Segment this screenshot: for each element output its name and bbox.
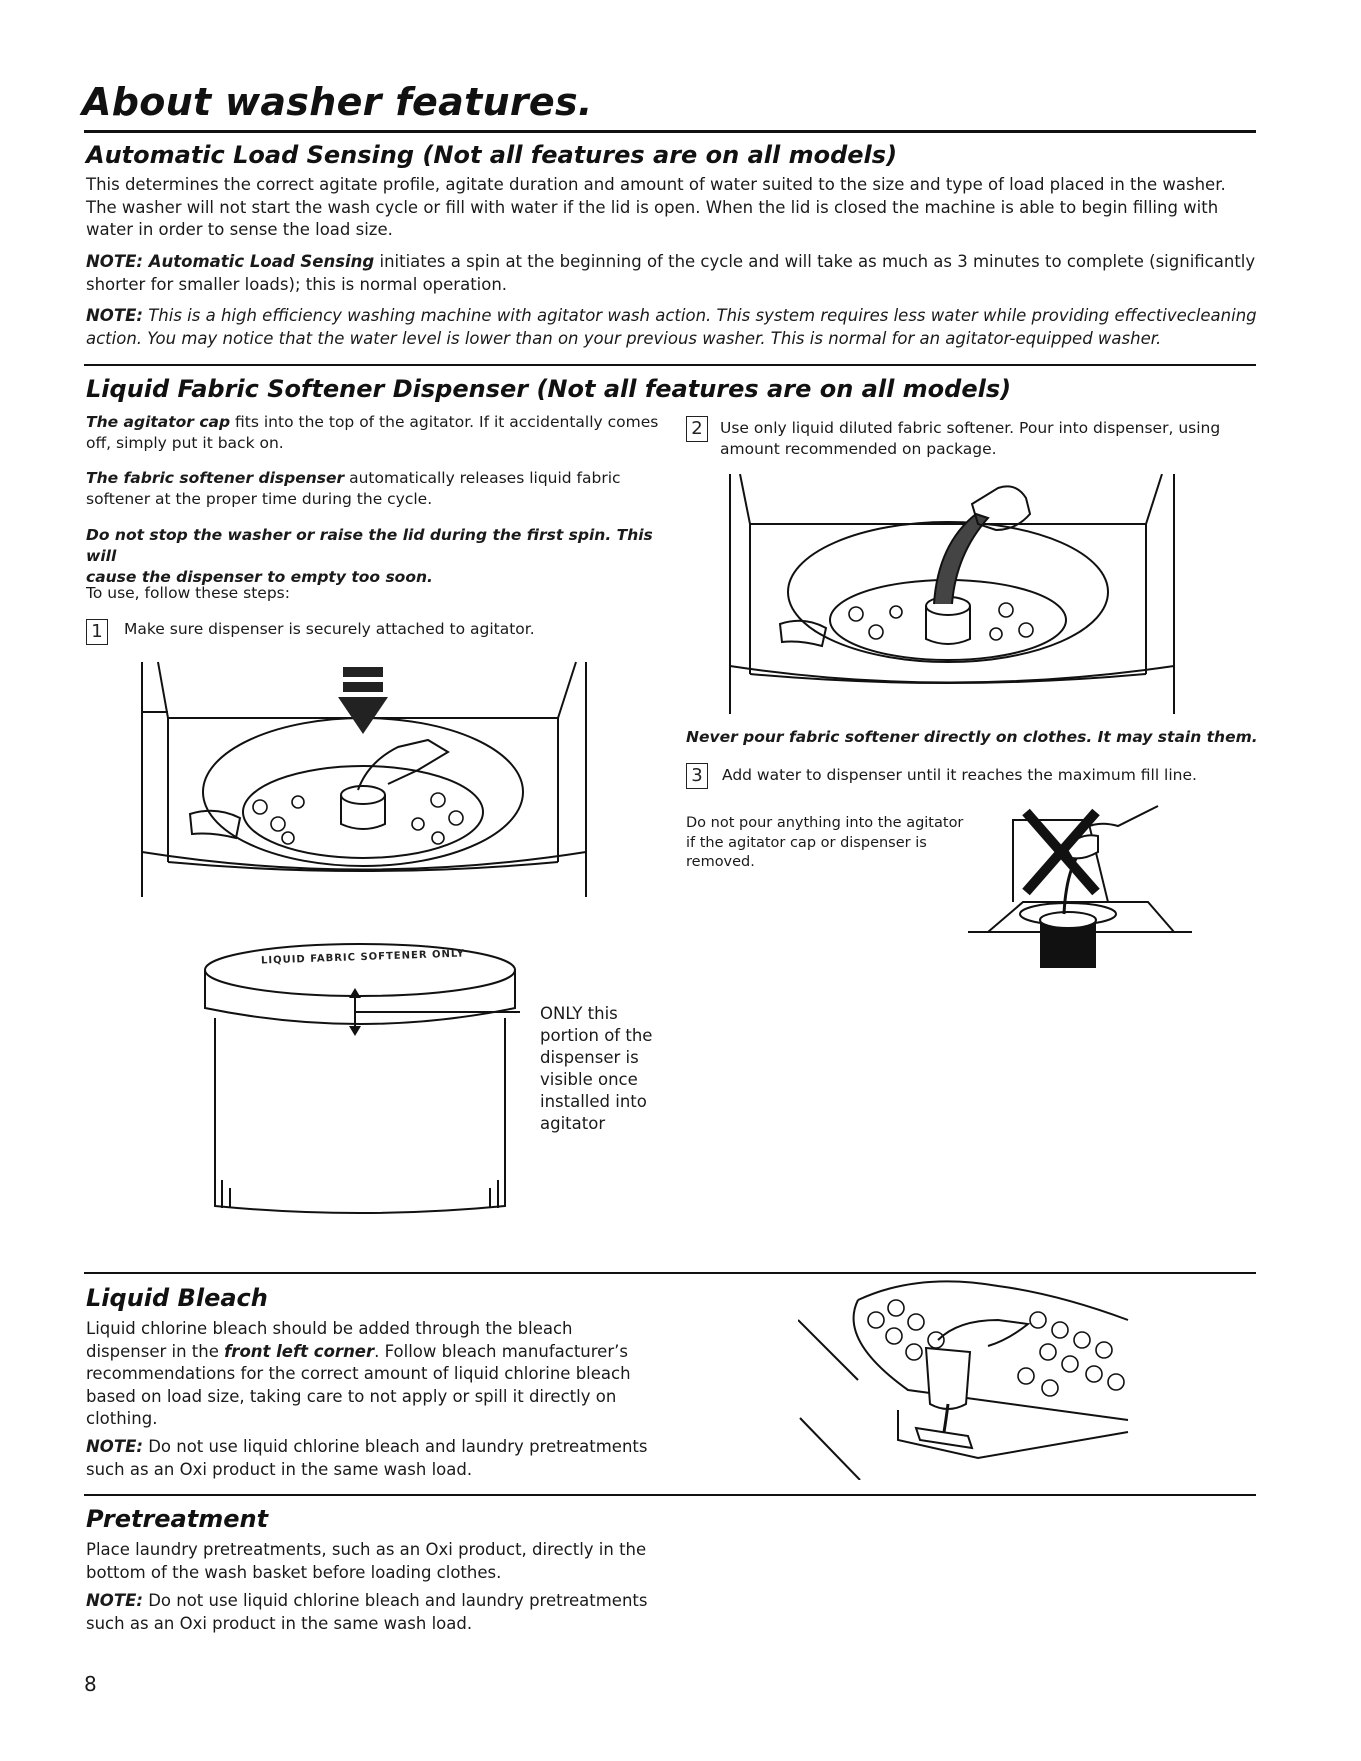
note-label: NOTE: Automatic Load Sensing	[86, 252, 375, 271]
warning-line: Do not stop the washer or raise the lid during the first spin. This will	[86, 526, 653, 565]
step-2-text	[720, 418, 1260, 460]
note-text: such as an Oxi product in the same wash load.	[86, 1459, 473, 1479]
note-text: Do not use liquid chlorine bleach and laundry pretreatments	[142, 1437, 648, 1456]
load-sensing-note-1	[86, 251, 1266, 296]
bleach-line: Liquid chlorine bleach should be added through the bleach	[86, 1319, 573, 1338]
note-text: shorter for smaller loads); this is normal operation.	[86, 274, 508, 294]
bleach-heading: Liquid Bleach	[86, 1284, 268, 1312]
bleach-body	[86, 1318, 776, 1431]
step-1-number: 1	[86, 619, 108, 645]
step-2-line: Use only liquid diluted fabric softener. Pour into dispenser, using	[720, 419, 1221, 437]
title-rule	[84, 130, 1256, 133]
pretreatment-note	[86, 1590, 786, 1635]
first-spin-warning	[86, 525, 686, 588]
note-label: NOTE:	[86, 1437, 143, 1456]
section-rule	[84, 364, 1256, 366]
agitator-cap-text	[86, 412, 676, 454]
step-1-text: Make sure dispenser is securely attached to agitator.	[124, 620, 535, 638]
bleach-line: recommendations for the correct amount of liquid chlorine bleach	[86, 1364, 631, 1383]
bleach-line: clothing.	[86, 1409, 158, 1428]
dispenser-text	[86, 468, 676, 510]
page-number: 8	[84, 1672, 97, 1696]
caution-line: Do not pour anything into the agitator	[686, 815, 964, 831]
dispenser-desc: softener at the proper time during the cycle.	[86, 490, 433, 508]
softener-heading: Liquid Fabric Softener Dispenser (Not all features are on all models)	[86, 375, 1012, 403]
note-label: NOTE:	[86, 306, 143, 325]
dispenser-desc: automatically releases liquid fabric	[344, 469, 621, 487]
bleach-line: . Follow bleach manufacturer’s	[374, 1341, 628, 1361]
pretreatment-line: Place laundry pretreatments, such as an Oxi product, directly in the	[86, 1540, 647, 1559]
never-pour-warning: Never pour fabric softener directly on clothes. It may stain them.	[686, 728, 1258, 746]
caution-text	[686, 814, 986, 873]
load-sensing-line: water in order to sense the load size.	[86, 220, 393, 239]
callout-line: portion of the	[540, 1026, 653, 1045]
step-3-text: Add water to dispenser until it reaches the maximum fill line.	[722, 766, 1197, 784]
step-3-number: 3	[686, 763, 708, 789]
dispenser-logo-text: LIQUID FABRIC SOFTENER ONLY	[260, 948, 466, 967]
pretreatment-heading: Pretreatment	[86, 1505, 269, 1533]
load-sensing-body	[86, 174, 1266, 242]
note-text: action. You may notice that the water level is lower than on your previous washer. This is normal for an agitator-equipped washer.	[86, 328, 1162, 348]
note-text: initiates a spin at the beginning of the cycle and will take as much as 3 minutes to complete (significantly	[374, 252, 1256, 271]
dispenser-label: The fabric softener dispenser	[86, 469, 345, 487]
pour-bleach-illustration	[798, 1280, 1132, 1480]
callout-line: agitator	[540, 1114, 606, 1133]
load-sensing-heading: Automatic Load Sensing (Not all features are on all models)	[86, 141, 898, 169]
note-text: This is a high efficiency washing machine with agitator wash action. This system requires less water while providing effectivecleaning	[142, 306, 1257, 325]
page-title: About washer features.	[82, 80, 593, 124]
step-2-number: 2	[686, 416, 708, 442]
to-use-text: To use, follow these steps:	[86, 584, 290, 602]
pretreatment-body	[86, 1539, 786, 1584]
step-2-line: amount recommended on package.	[720, 440, 997, 458]
agitator-cap-label: The agitator cap	[86, 413, 231, 431]
load-sensing-line: This determines the correct agitate profile, agitate duration and amount of water suited to the size and type of load placed in the washer.	[86, 175, 1226, 194]
callout-line: dispenser is	[540, 1048, 639, 1067]
load-sensing-note-2	[86, 305, 1266, 350]
section-rule	[84, 1494, 1256, 1496]
note-text: such as an Oxi product in the same wash load.	[86, 1613, 473, 1633]
caution-line: removed.	[686, 854, 755, 870]
callout-line: ONLY this	[540, 1004, 618, 1023]
bleach-line: based on load size, taking care to not apply or spill it directly on	[86, 1386, 617, 1406]
agitator-cap-desc: off, simply put it back on.	[86, 434, 284, 452]
bleach-note	[86, 1436, 776, 1481]
fabric-softener-dispenser-illustration	[200, 940, 520, 1230]
caution-line: if the agitator cap or dispenser is	[686, 834, 927, 851]
front-left-corner-text: front left corner	[224, 1341, 375, 1361]
do-not-pour-illustration	[968, 802, 1192, 968]
note-label: NOTE:	[86, 1591, 143, 1610]
dispenser-callout	[540, 1003, 652, 1135]
note-text: Do not use liquid chlorine bleach and laundry pretreatments	[142, 1591, 648, 1610]
bleach-line: dispenser in the	[86, 1341, 225, 1361]
warning-line: cause the dispenser to empty too soon.	[86, 568, 433, 586]
pretreatment-line: bottom of the wash basket before loading clothes.	[86, 1562, 502, 1582]
agitator-cap-desc: fits into the top of the agitator. If it accidentally comes	[230, 413, 659, 431]
section-rule	[84, 1272, 1256, 1274]
load-sensing-line: The washer will not start the wash cycle or fill with water if the lid is open. When the lid is closed the machine is able to begin filling with	[86, 197, 1219, 217]
callout-line: visible once	[540, 1070, 638, 1089]
callout-line: installed into	[540, 1092, 647, 1111]
washer-insert-dispenser-illustration	[138, 652, 598, 897]
pour-softener-illustration	[726, 474, 1180, 714]
